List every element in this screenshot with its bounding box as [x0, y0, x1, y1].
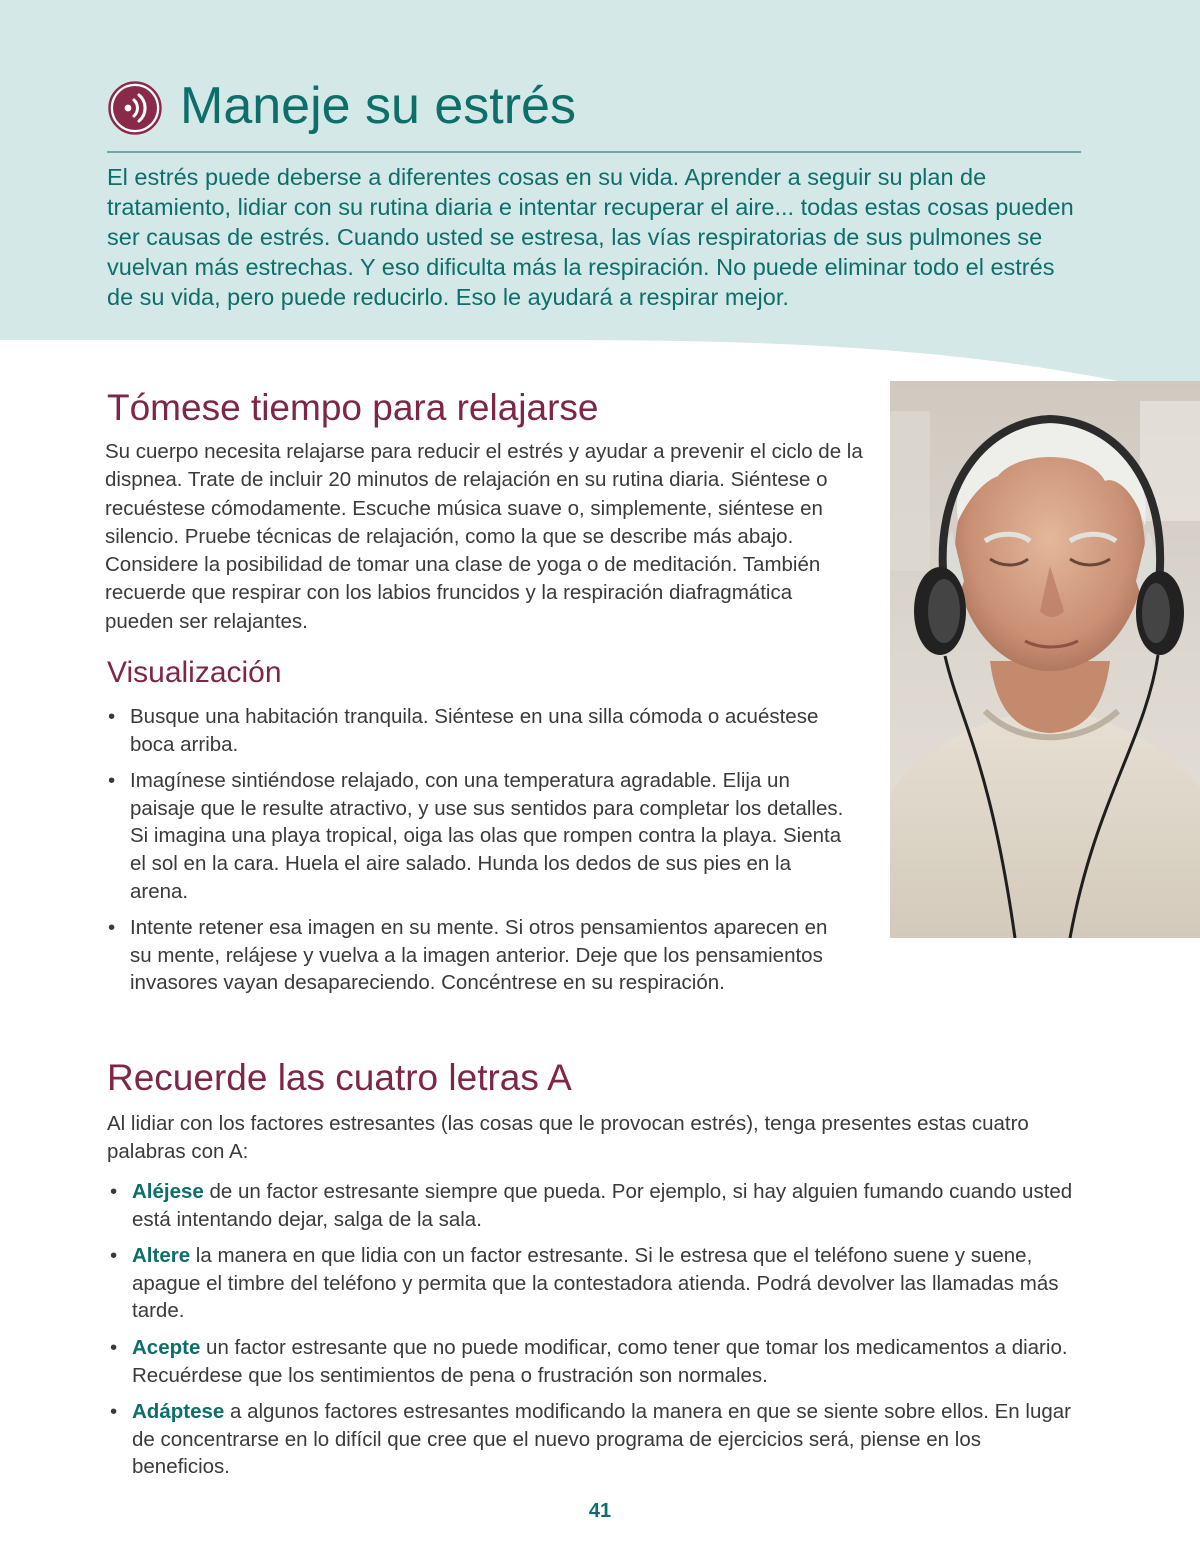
list-item: • Imagínese sintiéndose relajado, con una temperatura agradable. Elija un paisaje que le resulte atractivo, y use sus sentidos para completar los detalles. Si imagina una playa tropical, oiga las olas que rompen contra la playa. Sienta el sol en la cara. Huela el aire salado. Hunda los dedos de sus pies en la arena.	[106, 767, 846, 905]
term-description: un factor estresante que no puede modificar, como tener que tomar los medicamentos a diario. Recuérdese que los sentimientos de pena o frustración son normales.	[132, 1335, 1068, 1387]
term-altere: Altere	[132, 1244, 191, 1268]
list-item: • Intente retener esa imagen en su mente. Si otros pensamientos aparecen en su mente, relájese y vuelva a la imagen anterior. Deje que los pensamientos invasores vayan desapareciendo. Concéntrese en su respiración.	[106, 914, 846, 997]
section-heading-relax: Tómese tiempo para relajarse	[107, 387, 599, 428]
page-title: Maneje su estrés	[180, 77, 576, 135]
title-divider	[107, 151, 1081, 153]
intro-paragraph: El estrés puede deberse a diferentes cosas en su vida. Aprender a seguir su plan de tratamiento, lidiar con su rutina diaria e intentar recuperar el aire... todas estas cosas pueden ser causas de estrés. Cuando usted se estresa, las vías respiratorias de sus pulmones se vuelvan más estrechas. Y eso dificulta más la respiración. No puede eliminar todo el estrés de su vida, pero puede reducirlo. Eso le ayudará a respirar mejor.	[107, 164, 1074, 310]
term-acepte: Acepte	[132, 1335, 201, 1359]
visualization-list	[106, 703, 846, 1006]
man-with-headphones-photo	[890, 381, 1200, 938]
four-a-list	[108, 1178, 1083, 1490]
page-number: 41	[588, 1500, 612, 1522]
list-item	[108, 1398, 1083, 1481]
relax-paragraph: Su cuerpo necesita relajarse para reducir el estrés y ayudar a prevenir el ciclo de la dispnea. Trate de incluir 20 minutos de relajación en su rutina diaria. Siéntese o recuéstese cómodamente. Escuche música suave o, simplemente, siéntese en silencio. Pruebe técnicas de relajación, como la que se describe más abajo. Considere la posibilidad de tomar una clase de yoga o de meditación. También recuerde que respirar con los labios fruncidos y la respiración diafragmática pueden ser relajantes.	[105, 440, 863, 633]
list-item	[108, 1242, 1083, 1325]
term-adáptese: Adáptese	[132, 1400, 225, 1424]
term-aléjese: Aléjese	[132, 1180, 204, 1203]
term-description: la manera en que lidia con un factor estresante. Si le estresa que el teléfono suene y suene, apague el timbre del teléfono y permita que la contestadora atienda. Podrá devolver las llamadas más tarde.	[132, 1244, 1059, 1323]
section-heading-four-a: Recuerde las cuatro letras A	[107, 1057, 572, 1098]
section-heading-visualization: Visualización	[107, 656, 282, 689]
sound-waves-icon	[107, 80, 163, 136]
list-item	[108, 1334, 1083, 1389]
term-description: de un factor estresante siempre que pueda. Por ejemplo, si hay alguien fumando cuando usted está intentando dejar, salga de la sala.	[132, 1180, 1073, 1231]
list-item: • Busque una habitación tranquila. Siéntese en una silla cómoda o acuéstese boca arriba.	[106, 703, 846, 758]
list-item	[108, 1178, 1083, 1233]
term-description: a algunos factores estresantes modificando la manera en que se siente sobre ellos. En lugar de concentrarse en lo difícil que cree que el nuevo programa de ejercicios será, piense en los beneficios.	[132, 1400, 1071, 1479]
four-a-paragraph: Al lidiar con los factores estresantes (las cosas que le provocan estrés), tenga presentes estas cuatro palabras con A:	[107, 1112, 1029, 1164]
